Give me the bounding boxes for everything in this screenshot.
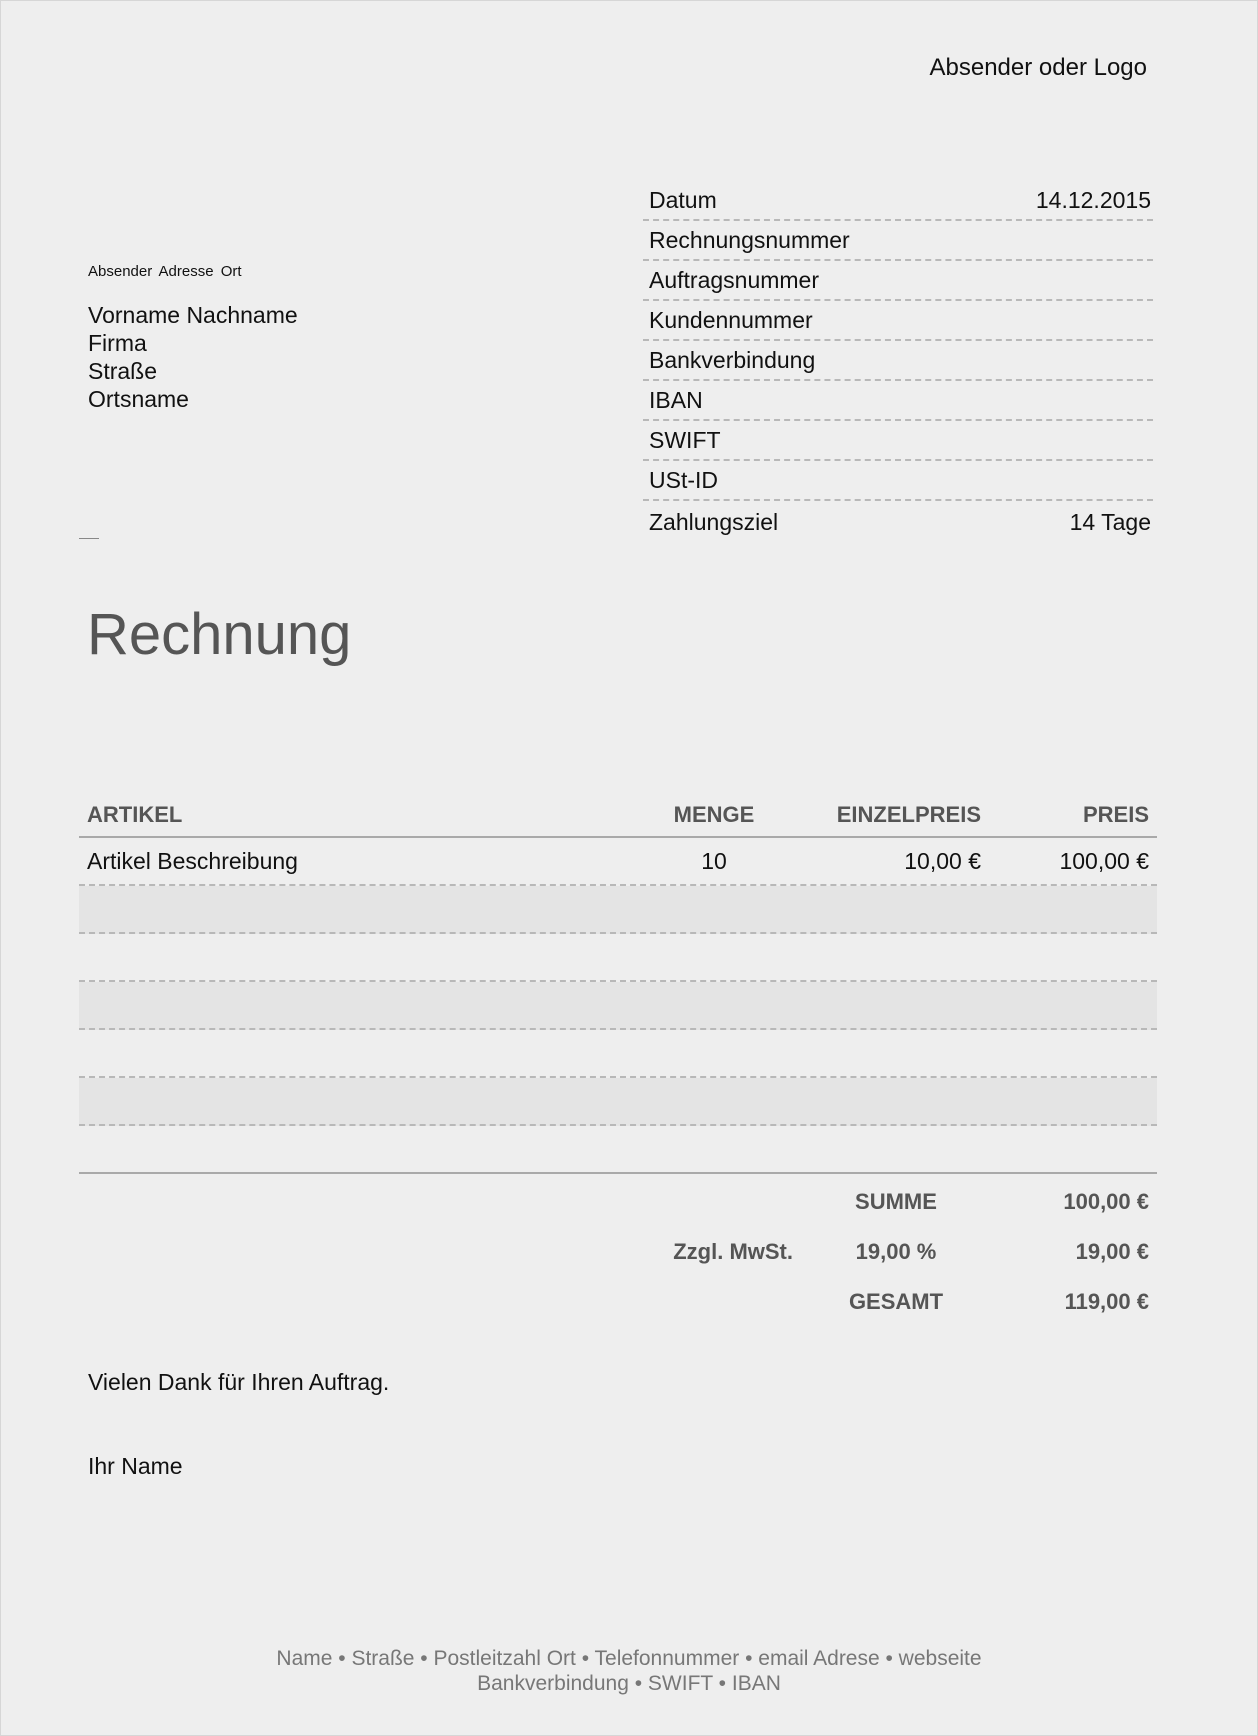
cell-unit-price: 10,00 € — [904, 847, 981, 874]
signature-name: Ihr Name — [88, 1453, 183, 1479]
recipient-city: Ortsname — [88, 386, 189, 412]
table-row — [79, 886, 1157, 934]
info-row-swift — [643, 422, 1153, 461]
table-row — [79, 838, 1157, 886]
cell-price: 100,00 € — [1059, 847, 1149, 874]
sum-label: SUMME — [855, 1189, 937, 1214]
info-label: Zahlungsziel — [649, 509, 779, 535]
header-unit-price: EINZELPREIS — [836, 801, 981, 827]
footer — [1, 1646, 1257, 1696]
recipient-company: Firma — [88, 330, 147, 356]
cell-article: Artikel Beschreibung — [87, 847, 298, 874]
info-row-date — [643, 182, 1153, 221]
items-table-header — [79, 793, 1157, 838]
sender-address-line: Absender Adresse Ort — [88, 263, 242, 280]
table-row — [79, 1078, 1157, 1126]
items-table — [79, 793, 1157, 1174]
table-row — [79, 934, 1157, 982]
items-table-bottom-rule — [79, 1126, 1157, 1174]
info-label: USt-ID — [649, 467, 718, 493]
info-label: Datum — [649, 187, 717, 213]
info-label: Rechnungsnummer — [649, 227, 850, 253]
total-value: 119,00 € — [1064, 1289, 1149, 1314]
footer-line-contact: Name • Straße • Postleitzahl Ort • Telefonnummer • email Adrese • webseite — [276, 1647, 982, 1670]
sum-value: 100,00 € — [1063, 1189, 1149, 1214]
sender-logo: Absender oder Logo — [929, 54, 1147, 81]
invoice-info-table — [643, 182, 1153, 542]
table-row — [79, 1030, 1157, 1078]
thank-you-text: Vielen Dank für Ihren Auftrag. — [88, 1369, 390, 1395]
info-row-vat-id — [643, 462, 1153, 501]
totals-row-sum — [641, 1177, 1157, 1227]
info-row-invoice-number — [643, 222, 1153, 261]
footer-line-bank: Bankverbindung • SWIFT • IBAN — [477, 1672, 781, 1695]
totals-block — [641, 1177, 1157, 1327]
vat-label: Zzgl. MwSt. — [673, 1239, 793, 1264]
document-title: Rechnung — [87, 602, 352, 667]
table-row — [79, 982, 1157, 1030]
recipient-street: Straße — [88, 358, 158, 384]
header-quantity: MENGE — [673, 801, 755, 827]
info-label: Auftragsnummer — [649, 267, 820, 293]
info-label: SWIFT — [649, 427, 721, 453]
totals-row-vat — [641, 1227, 1157, 1277]
info-row-bank — [643, 342, 1153, 381]
info-row-customer-number — [643, 302, 1153, 341]
info-label: Kundennummer — [649, 307, 813, 333]
info-row-iban — [643, 382, 1153, 421]
vat-rate: 19,00 % — [855, 1239, 937, 1264]
info-value: 14 Tage — [1069, 509, 1151, 535]
total-label: GESAMT — [848, 1289, 944, 1314]
fold-mark — [79, 538, 99, 539]
info-value: 14.12.2015 — [1035, 187, 1151, 213]
info-row-payment-term — [643, 502, 1153, 541]
info-row-order-number — [643, 262, 1153, 301]
header-price: PREIS — [1082, 801, 1149, 827]
totals-row-total — [641, 1277, 1157, 1327]
recipient-name: Vorname Nachname — [88, 302, 298, 328]
info-label: IBAN — [649, 387, 703, 413]
vat-value: 19,00 € — [1075, 1239, 1149, 1264]
info-label: Bankverbindung — [649, 347, 816, 373]
cell-quantity: 10 — [701, 847, 727, 874]
recipient-address — [88, 301, 298, 413]
header-article: ARTIKEL — [87, 801, 183, 827]
